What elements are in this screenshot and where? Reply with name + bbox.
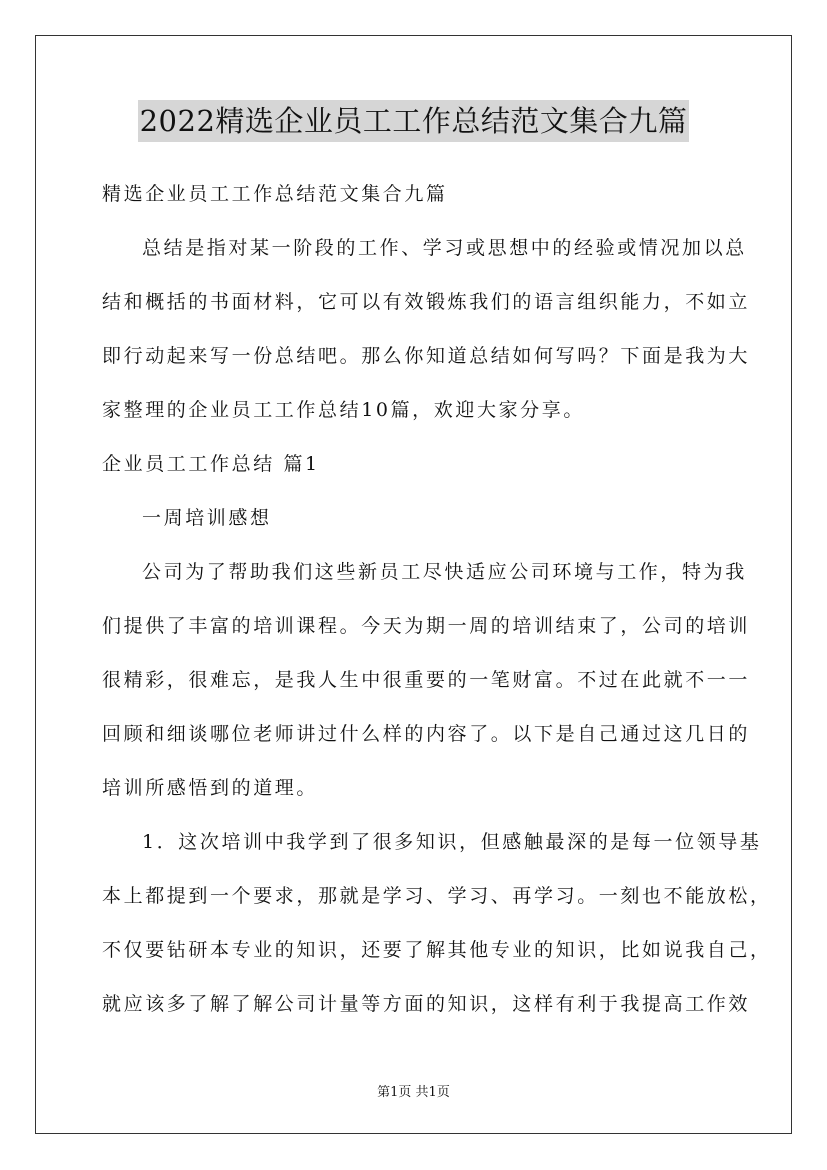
page-number-footer: 第1页 共1页: [377, 1085, 450, 1100]
paragraph-line: 家整理的企业员工工作总结10篇，欢迎大家分享。: [102, 399, 585, 421]
paragraph-line: 公司为了帮助我们这些新员工尽快适应公司环境与工作，特为我: [142, 561, 747, 583]
document-title: 2022精选企业员工工作总结范文集合九篇: [138, 100, 690, 142]
paragraph-line: 很精彩，很难忘，是我人生中很重要的一笔财富。不过在此就不一一: [102, 669, 751, 691]
paragraph-line: 即行动起来写一份总结吧。那么你知道总结如何写吗？下面是我为大: [102, 345, 751, 367]
document-title-wrap: [0, 100, 827, 142]
subtitle: 精选企业员工工作总结范文集合九篇: [102, 183, 448, 205]
paragraph-line: 培训所感悟到的道理。: [102, 777, 319, 799]
paragraph-line: 1．这次培训中我学到了很多知识，但感触最深的是每一位领导基: [142, 831, 762, 853]
section-subheading: 一周培训感想: [142, 507, 272, 529]
paragraph-line: 不仅要钻研本专业的知识，还要了解其他专业的知识，比如说我自己，: [102, 939, 772, 961]
paragraph-line: 回顾和细谈哪位老师讲过什么样的内容了。以下是自己通过这几日的: [102, 723, 751, 745]
section-heading: 企业员工工作总结 篇1: [102, 453, 320, 475]
paragraph-line: 们提供了丰富的培训课程。今天为期一周的培训结束了，公司的培训: [102, 615, 751, 637]
paragraph-line: 本上都提到一个要求，那就是学习、学习、再学习。一刻也不能放松，: [102, 885, 772, 907]
paragraph-line: 就应该多了解了解公司计量等方面的知识，这样有利于我提高工作效: [102, 993, 751, 1015]
paragraph-line: 结和概括的书面材料，它可以有效锻炼我们的语言组织能力，不如立: [102, 291, 751, 313]
paragraph-line: 总结是指对某一阶段的工作、学习或思想中的经验或情况加以总: [142, 237, 747, 259]
